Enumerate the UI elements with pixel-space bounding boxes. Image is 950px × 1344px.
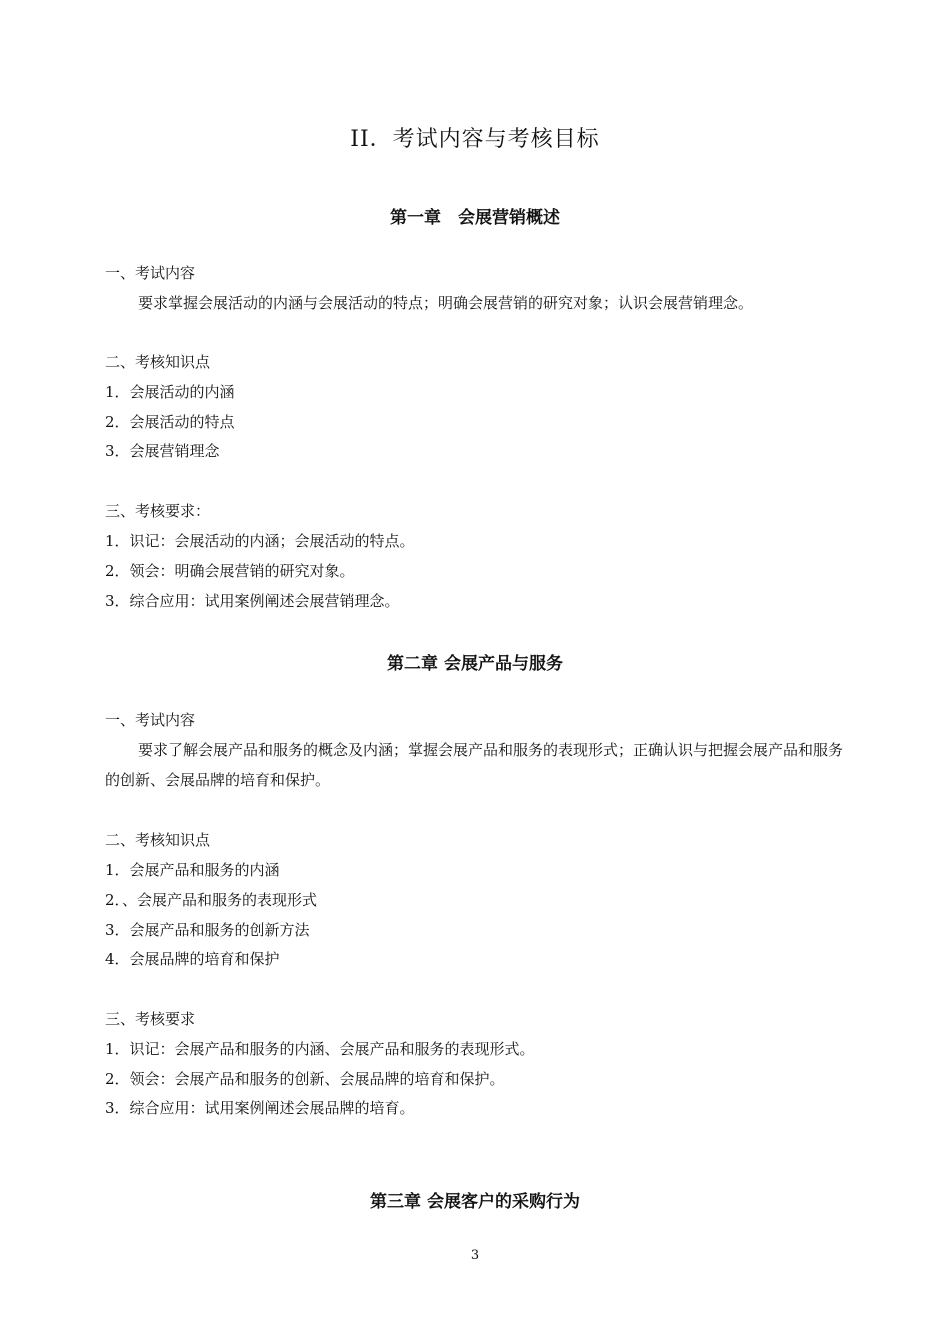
chapter-2-point: 2．、会展产品和服务的表现形式 [105, 891, 318, 909]
chapter-2-content-text: 要求了解会展产品和服务的概念及内涵；掌握会展产品和服务的表现形式；正确认识与把握会展产品和服务的创新、会展品牌的培育和保护。 [105, 741, 844, 789]
chapter-2-point: 3．会展产品和服务的创新方法 [105, 921, 310, 939]
chapter-2-points-heading: 二、考核知识点 [105, 831, 211, 849]
chapter-1-point: 3．会展营销理念 [105, 442, 220, 460]
page-number: 3 [470, 1248, 480, 1263]
chapter-2-content-heading: 一、考试内容 [105, 711, 196, 729]
chapter-2-point: 4．会展品牌的培育和保护 [105, 950, 280, 968]
chapter-3-heading: 第三章 会展客户的采购行为 [370, 1192, 580, 1212]
section-title: II．考试内容与考核目标 [350, 127, 600, 152]
chapter-1-requirement: 2．领会：明确会展营销的研究对象。 [105, 562, 355, 580]
chapter-1-requirements-heading: 三、考核要求： [105, 502, 211, 520]
chapter-1-heading: 第一章 会展营销概述 [390, 208, 560, 228]
chapter-1-content-heading: 一、考试内容 [105, 264, 196, 282]
chapter-1-point: 2．会展活动的特点 [105, 413, 235, 431]
chapter-2-point: 1．会展产品和服务的内涵 [105, 861, 280, 879]
chapter-2-heading: 第二章 会展产品与服务 [387, 654, 563, 674]
chapter-1-points-heading: 二、考核知识点 [105, 353, 211, 371]
chapter-1-requirement: 3．综合应用：试用案例阐述会展营销理念。 [105, 592, 400, 610]
chapter-2-requirement: 1．识记：会展产品和服务的内涵、会展产品和服务的表现形式。 [105, 1040, 535, 1058]
chapter-2-requirements-heading: 三、考核要求 [105, 1010, 196, 1028]
chapter-2-requirement: 2．领会：会展产品和服务的创新、会展品牌的培育和保护。 [105, 1070, 505, 1088]
chapter-2-requirement: 3．综合应用：试用案例阐述会展品牌的培育。 [105, 1099, 415, 1117]
chapter-1-point: 1．会展活动的内涵 [105, 383, 235, 401]
chapter-1-requirement: 1．识记：会展活动的内涵；会展活动的特点。 [105, 532, 415, 550]
chapter-1-content-text: 要求掌握会展活动的内涵与会展活动的特点；明确会展营销的研究对象；认识会展营销理念。 [138, 294, 754, 312]
